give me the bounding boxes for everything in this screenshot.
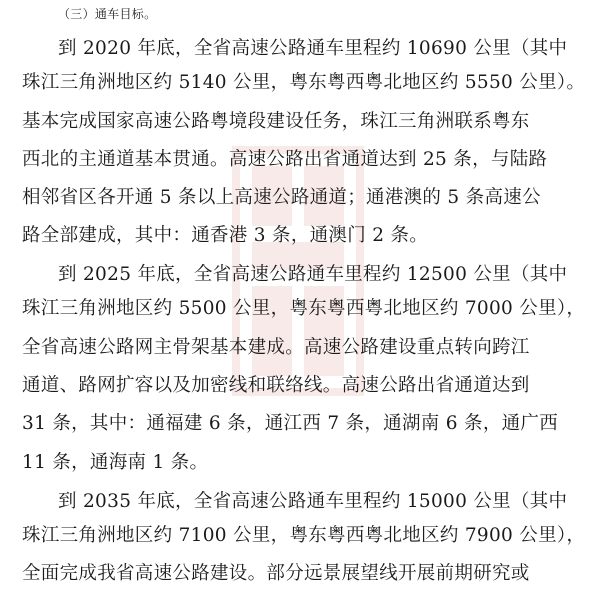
paragraph-1-line-5: 相邻省区各开通 5 条以上高速公路通道；通港澳的 5 条高速公 [22, 187, 541, 208]
paragraph-1-line-1: 到 2020 年底，全省高速公路通车里程约 10690 公里（其中 [58, 38, 568, 59]
paragraph-3-line-2: 珠江三角洲地区约 7100 公里，粤东粤西粤北地区约 7900 公里）， [22, 525, 586, 546]
paragraph-2-line-1: 到 2025 年底，全省高速公路通车里程约 12500 公里（其中 [58, 264, 568, 285]
paragraph-1-line-4: 西北的主通道基本贯通。高速公路出省通道达到 25 条，与陆路 [22, 149, 548, 170]
paragraph-2-line-2: 珠江三角洲地区约 5500 公里，粤东粤西粤北地区约 7000 公里）， [22, 298, 586, 319]
paragraph-2-line-4: 通道、路网扩容以及加密线和联络线。高速公路出省通道达到 [22, 375, 530, 396]
paragraph-3-line-3: 全面完成我省高速公路建设。部分远景展望线开展前期研究或 [22, 563, 530, 584]
paragraph-1-line-2: 珠江三角洲地区约 5140 公里，粤东粤西粤北地区约 5550 公里）。 [22, 72, 586, 93]
paragraph-2-line-5: 31 条，其中：通福建 6 条，通江西 7 条，通湖南 6 条，通广西 [22, 413, 559, 434]
section-heading: （三）通车目标。 [58, 7, 157, 21]
paragraph-1-line-3: 基本完成国家高速公路粤境段建设任务，珠江三角洲联系粤东 [22, 111, 530, 132]
paragraph-3-line-1: 到 2035 年底，全省高速公路通车里程约 15000 公里（其中 [58, 491, 568, 512]
paragraph-2-line-3: 全省高速公路网主骨架基本建成。高速公路建设重点转向跨江 [22, 337, 530, 358]
paragraph-2-line-6: 11 条，通海南 1 条。 [22, 452, 209, 473]
paragraph-1-line-6: 路全部建成，其中：通香港 3 条，通澳门 2 条。 [22, 225, 429, 246]
